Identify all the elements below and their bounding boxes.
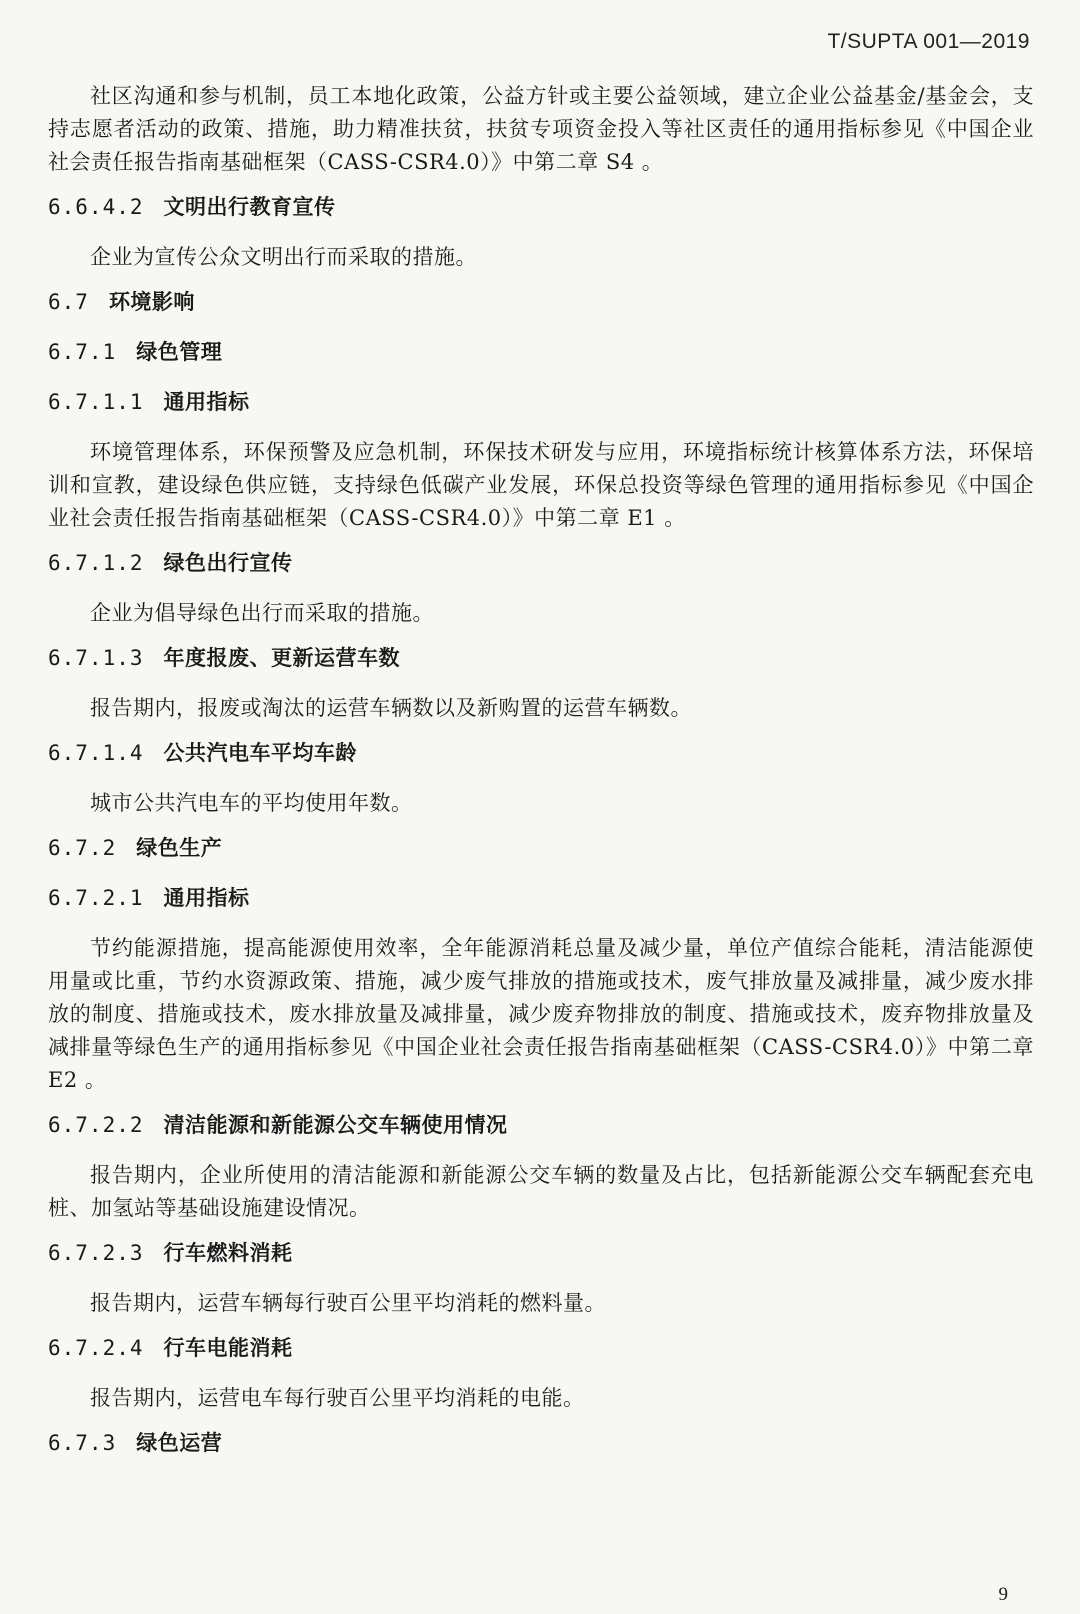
section-title: 绿色运营 [136,1431,223,1455]
section-number: 6.7.1.1 [48,390,144,414]
paragraph: 报告期内，运营车辆每行驶百公里平均消耗的燃料量。 [90,1291,606,1315]
section-number: 6.7.3 [48,1431,117,1455]
page-number: 9 [998,1584,1008,1605]
section-heading [48,1109,1034,1142]
section-heading [48,1427,1034,1460]
section-number: 6.7.1 [48,340,117,364]
section-number: 6.7.2.2 [48,1113,144,1137]
section-number: 6.7.1.4 [48,741,144,765]
section-heading [48,336,1034,369]
section-heading [48,286,1034,319]
document-code: T/SUPTA 001—2019 [827,30,1030,53]
section-number: 6.7.2 [48,836,117,860]
section-title: 通用指标 [163,886,250,910]
section-number: 6.7.2.4 [48,1336,144,1360]
paragraph: 企业为倡导绿色出行而采取的措施。 [90,601,434,625]
paragraph: 报告期内，运营电车每行驶百公里平均消耗的电能。 [90,1386,585,1410]
section-title: 行车燃料消耗 [163,1241,293,1265]
section-heading [48,882,1034,915]
paragraph: 城市公共汽电车的平均使用年数。 [90,791,413,815]
section-number: 6.7 [48,290,89,314]
section-number: 6.6.4.2 [48,195,144,219]
section-title: 清洁能源和新能源公交车辆使用情况 [163,1113,508,1137]
section-title: 文明出行教育宣传 [163,195,336,219]
section-heading [48,1237,1034,1270]
section-heading [48,1332,1034,1365]
section-title: 年度报废、更新运营车数 [163,646,401,670]
section-heading [48,191,1034,224]
section-heading [48,832,1034,865]
paragraph: 社区沟通和参与机制，员工本地化政策，公益方针或主要公益领域，建立企业公益基金/基金会，支持志愿者活动的政策、措施，助力精准扶贫，扶贫专项资金投入等社区责任的通用指标参见《中国企业社会责任报告指南基础框架（CASS-CSR4.0）》中第二章 S4 。 [48,84,1034,174]
section-number: 6.7.2.1 [48,886,144,910]
section-number: 6.7.2.3 [48,1241,144,1265]
section-heading [48,386,1034,419]
section-heading [48,547,1034,580]
section-number: 6.7.1.2 [48,551,144,575]
section-title: 行车电能消耗 [163,1336,293,1360]
section-title: 通用指标 [163,390,250,414]
section-heading [48,737,1034,770]
paragraph: 环境管理体系，环保预警及应急机制，环保技术研发与应用，环境指标统计核算体系方法，环保培训和宣教，建设绿色供应链，支持绿色低碳产业发展，环保总投资等绿色管理的通用指标参见《中国企业社会责任报告指南基础框架（CASS-CSR4.0）》中第二章 E1 。 [48,440,1034,530]
document-body [48,80,1034,1477]
section-heading [48,642,1034,675]
paragraph: 报告期内，报废或淘汰的运营车辆数以及新购置的运营车辆数。 [90,696,692,720]
paragraph: 节约能源措施，提高能源使用效率，全年能源消耗总量及减少量，单位产值综合能耗，清洁能源使用量或比重，节约水资源政策、措施，减少废气排放的措施或技术，废气排放量及减排量，减少废水排放的制度、措施或技术，废水排放量及减排量，减少废弃物排放的制度、措施或技术，废弃物排放量及减排量等绿色生产的通用指标参见《中国企业社会责任报告指南基础框架（CASS-CSR4.0）》中第二章 E2 。 [48,936,1034,1092]
paragraph: 报告期内，企业所使用的清洁能源和新能源公交车辆的数量及占比，包括新能源公交车辆配套充电桩、加氢站等基础设施建设情况。 [48,1163,1034,1220]
section-title: 公共汽电车平均车龄 [163,741,358,765]
section-title: 绿色出行宣传 [163,551,293,575]
section-title: 绿色生产 [136,836,223,860]
section-title: 环境影响 [108,290,195,314]
section-title: 绿色管理 [136,340,223,364]
section-number: 6.7.1.3 [48,646,144,670]
paragraph: 企业为宣传公众文明出行而采取的措施。 [90,245,477,269]
